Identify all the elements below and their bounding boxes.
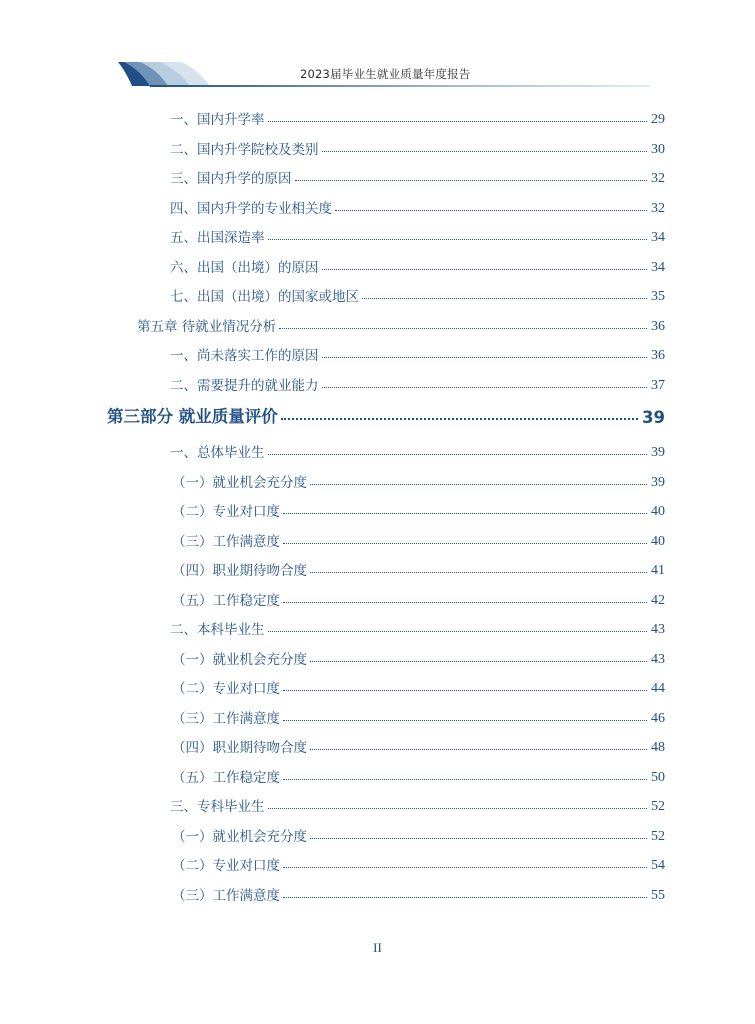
toc-entry-page: 36 xyxy=(651,348,665,363)
toc-entry-label: 一、总体毕业生 xyxy=(170,445,265,461)
toc-entry-page: 43 xyxy=(651,622,665,637)
toc-entry-page: 52 xyxy=(651,828,665,844)
report-title: 2023届毕业生就业质量年度报告 xyxy=(300,67,471,81)
toc-entry[interactable] xyxy=(172,467,665,491)
toc-entry[interactable] xyxy=(172,762,665,786)
toc-entry-page: 29 xyxy=(651,112,665,127)
toc-leader-dots xyxy=(283,602,647,603)
toc-leader-dots xyxy=(268,808,648,809)
toc-entry-label: （三）工作满意度 xyxy=(172,887,280,904)
toc-entry-label: （五）工作稳定度 xyxy=(172,769,280,786)
toc-entry-label: 第五章 待就业情况分析 xyxy=(137,318,277,335)
toc-entry-label: 四、国内升学的专业相关度 xyxy=(170,200,332,217)
toc-entry[interactable] xyxy=(172,821,665,845)
toc-entry-label: （一）就业机会充分度 xyxy=(172,651,307,668)
toc-entry-label: 七、出国（出境）的国家或地区 xyxy=(170,289,359,305)
toc-leader-dots xyxy=(268,239,648,240)
toc-leader-dots xyxy=(283,897,647,898)
toc-part-entry[interactable] xyxy=(107,399,665,427)
toc-entry-label: （二）专业对口度 xyxy=(172,681,280,697)
toc-leader-dots xyxy=(310,838,647,839)
toc-entry-page: 52 xyxy=(651,799,665,814)
page-number: II xyxy=(373,940,382,955)
toc-entry[interactable] xyxy=(172,644,665,668)
toc-entry-page: 34 xyxy=(651,259,665,275)
toc-entry[interactable] xyxy=(172,526,665,550)
toc-entry[interactable] xyxy=(172,850,665,874)
toc-leader-dots xyxy=(362,298,647,299)
toc-entry[interactable] xyxy=(172,585,665,609)
toc-entry[interactable] xyxy=(170,104,665,128)
toc-entry-page: 40 xyxy=(651,504,665,519)
toc-leader-dots xyxy=(322,387,648,388)
toc-entry-page: 39 xyxy=(642,408,665,427)
toc-entry-label: 三、专科毕业生 xyxy=(170,799,265,815)
toc-chapter-entry[interactable] xyxy=(137,311,665,335)
toc-entry-label: 第三部分 就业质量评价 xyxy=(107,407,278,426)
toc-leader-dots xyxy=(310,661,647,662)
toc-entry-page: 37 xyxy=(651,377,665,393)
toc-leader-dots xyxy=(322,357,648,358)
toc-leader-dots xyxy=(283,779,647,780)
toc-entry-page: 36 xyxy=(651,318,665,334)
toc-entry-label: （五）工作稳定度 xyxy=(172,592,280,609)
toc-entry-page: 35 xyxy=(651,289,665,304)
toc-entry[interactable] xyxy=(172,732,665,756)
toc-entry-page: 48 xyxy=(651,740,665,755)
toc-entry-page: 54 xyxy=(651,858,665,873)
toc-entry-page: 41 xyxy=(651,563,665,578)
toc-entry-label: 二、国内升学院校及类别 xyxy=(170,141,319,158)
toc-entry-label: 一、尚未落实工作的原因 xyxy=(170,348,319,364)
toc-entry[interactable] xyxy=(172,880,665,904)
toc-entry-label: 六、出国（出境）的原因 xyxy=(170,259,319,276)
toc-leader-dots xyxy=(268,121,648,122)
toc-leader-dots xyxy=(268,454,648,455)
toc-leader-dots xyxy=(310,484,647,485)
toc-entry-label: （四）职业期待吻合度 xyxy=(172,740,307,756)
toc-leader-dots xyxy=(279,328,647,329)
toc-entry[interactable] xyxy=(170,614,665,638)
toc-entry-label: （三）工作满意度 xyxy=(172,533,280,550)
toc-leader-dots xyxy=(283,867,647,868)
toc-leader-dots xyxy=(310,749,647,750)
toc-entry[interactable] xyxy=(170,791,665,815)
toc-entry-label: （一）就业机会充分度 xyxy=(172,474,307,491)
toc-entry-page: 32 xyxy=(651,200,665,216)
toc-entry-label: （二）专业对口度 xyxy=(172,504,280,520)
toc-leader-dots xyxy=(283,690,647,691)
toc-entry-label: （一）就业机会充分度 xyxy=(172,828,307,845)
toc-entry-label: 二、需要提升的就业能力 xyxy=(170,377,319,394)
toc-entry-page: 42 xyxy=(651,592,665,608)
toc-entry[interactable] xyxy=(170,370,665,394)
toc-entry-label: 三、国内升学的原因 xyxy=(170,171,292,187)
toc-entry[interactable] xyxy=(172,555,665,579)
toc-leader-dots xyxy=(295,180,648,181)
toc-entry-page: 40 xyxy=(651,533,665,549)
toc-leader-dots xyxy=(322,151,648,152)
toc-entry-label: 五、出国深造率 xyxy=(170,230,265,246)
toc-leader-dots xyxy=(283,720,647,721)
toc-entry-page: 32 xyxy=(651,171,665,186)
toc-entry-page: 34 xyxy=(651,230,665,245)
toc-entry[interactable] xyxy=(170,134,665,158)
toc-entry-page: 43 xyxy=(651,651,665,667)
toc-entry[interactable] xyxy=(170,340,665,364)
toc-leader-dots xyxy=(335,210,647,211)
toc-entry[interactable] xyxy=(172,673,665,697)
toc-entry-page: 39 xyxy=(651,474,665,490)
toc-entry-label: 二、本科毕业生 xyxy=(170,622,265,638)
toc-entry-page: 46 xyxy=(651,710,665,726)
toc-leader-dots xyxy=(281,418,638,420)
page-header xyxy=(0,0,755,96)
toc-leader-dots xyxy=(283,513,647,514)
toc-entry[interactable] xyxy=(172,703,665,727)
toc-leader-dots xyxy=(268,631,648,632)
toc-entry-label: 一、国内升学率 xyxy=(170,112,265,128)
toc-entry-label: （四）职业期待吻合度 xyxy=(172,563,307,579)
toc-entry[interactable] xyxy=(170,437,665,461)
toc-leader-dots xyxy=(310,572,647,573)
toc-entry[interactable] xyxy=(170,281,665,305)
toc-leader-dots xyxy=(283,543,647,544)
toc-entry[interactable] xyxy=(172,496,665,520)
toc-entry[interactable] xyxy=(170,193,665,217)
toc-entry-label: （三）工作满意度 xyxy=(172,710,280,727)
toc-entry-page: 55 xyxy=(651,887,665,903)
toc-entry-label: （二）专业对口度 xyxy=(172,858,280,874)
toc-entry-page: 30 xyxy=(651,141,665,157)
toc-entry-page: 39 xyxy=(651,445,665,460)
toc-entry-page: 44 xyxy=(651,681,665,696)
toc-entry[interactable] xyxy=(170,222,665,246)
toc-entry[interactable] xyxy=(170,252,665,276)
toc-leader-dots xyxy=(322,269,648,270)
toc-entry-page: 50 xyxy=(651,769,665,785)
toc-entry[interactable] xyxy=(170,163,665,187)
